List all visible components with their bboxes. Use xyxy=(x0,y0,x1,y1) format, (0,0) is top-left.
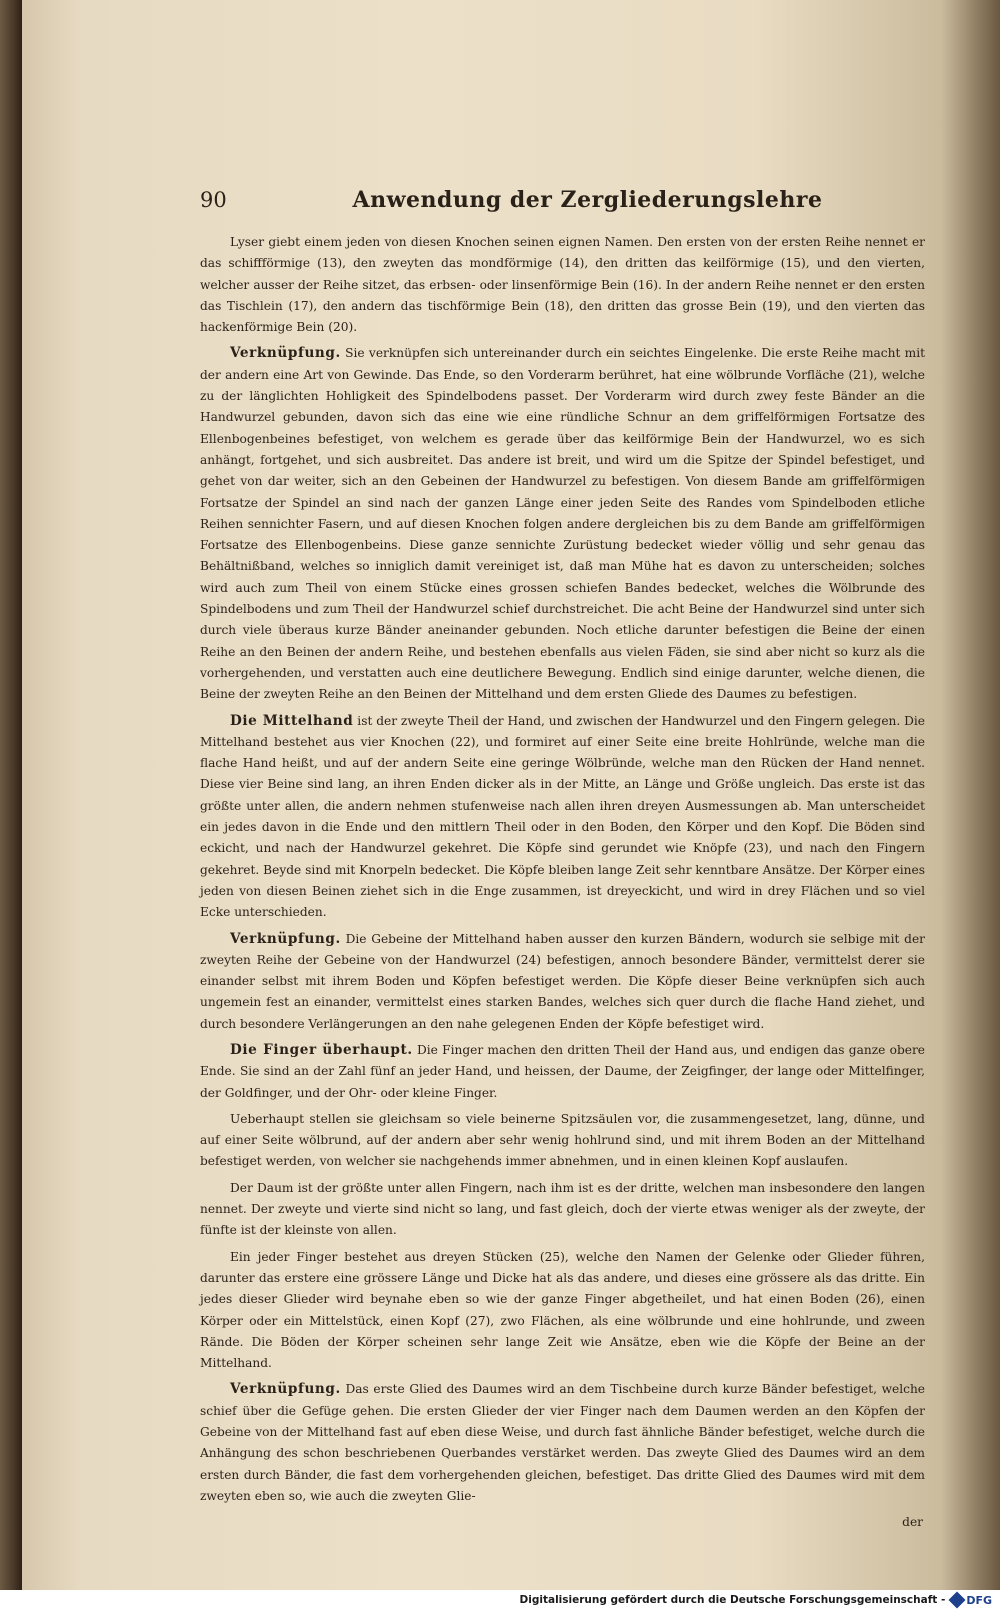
running-title: Anwendung der Zergliederungslehre xyxy=(352,187,823,213)
paragraph-lead: Die Finger überhaupt. xyxy=(230,1041,413,1058)
paragraph xyxy=(200,1109,925,1173)
paragraph-text: Das erste Glied des Daumes wird an dem Tischbeine durch kurze Bänder befestiget, welche schief über die Gefüge gehen. Die ersten Glieder der vier Finger nach dem Daumen werden an den Köpfen der Gebeine von der Mittelhand fast auf eben diese Weise, und durch fast ähnliche Bänder befestiget, welche durch die Anhängung des schon beschriebenen Querbandes verstärket werden. Das zweyte Glied des Daumes wird an dem ersten durch Bänder, die fast dem vorhergehenden gleichen, befestiget. Das dritte Glied des Daumes wird mit dem zweyten eben so, wie auch die zweyten Glie- xyxy=(200,1382,926,1503)
paragraph-text: Ueberhaupt stellen sie gleichsam so viele beinerne Spitzsäulen vor, die zusammengesetzet, lang, dünne, und auf einer Seite wölbrund, auf der andern aber sehr wenig hohlrund sind, und mit ihrem Boden an der Mittelhand befestiget werden, von welcher sie nachgehends immer abnehmen, und in einen kleinen Kopf auslaufen. xyxy=(200,1111,925,1169)
paragraph-text: Sie verknüpfen sich untereinander durch ein seichtes Eingelenke. Die erste Reihe macht mit der andern eine Art von Gewinde. Das Ende, so den Vorderarm berühret, hat eine wölbrunde Vorfläche (21), welche zu der länglichten Hohligkeit des Spindelbodens passet. Der Vorderarm wird durch zwey feste Bänder an die Handwurzel gebunden, davon sich das eine wie eine ründliche Schnur an dem griffelförmigen Fortsatze des Ellenbogenbeines befestiget, von welchem es gerade über das keilförmige Bein der Handwurzel, wo es sich anhängt, fortgehet, und sich ausbreitet. Das andere ist breit, und wird um die Spitze der Spindel befestiget, und gehet von dar weiter, sich an den Gebeinen der Handwurzel zu befestigen. Von diesem Bande am griffelförmigen Fortsatze der Spindel an sind nach der ganzen Länge einer jeden Seite des Randes vom Spindelboden etliche Reihen sennichter Fasern, und auf diesen Knochen folgen andere dergleichen bis zu dem Bande am griffelförmigen Fortsatze des Ellenbogenbeins. Diese ganze sennichte Zurüstung bedecket wieder völlig und sehr genau das Behältnißband, welches so inniglich damit vereiniget ist, daß man Mühe hat es davon zu unterscheiden; solches wird auch zum Theil von einem Stücke eines grossen schiefen Bandes bedecket, welches die Wölbrunde des Spindelbodens und zum Theil der Handwurzel schief durchstreichet. Die acht Beine der Handwurzel sind unter sich durch viele überaus kurze Bänder aneinander gebunden. Noch etliche darunter befestigen die Beine der einen Reihe an den Beinen der andern Reihe, und bestehen ebenfalls aus vielen Fäden, sie sind aber nicht so kurz als die vorhergehenden, und verstatten auch eine deutlichere Bewegung. Endlich sind einige darunter, welche dienen, die Beine der zweyten Reihe an den Beinen der Mittelhand und dem ersten Gliede des Daumes zu befestigen. xyxy=(200,346,925,702)
paragraph-text: ist der zweyte Theil der Hand, und zwischen der Handwurzel und den Fingern gelegen. Die Mittelhand bestehet aus vier Knochen (22), und formiret auf einer Seite eine breite Hohlründe, welche man die flache Hand heißt, und auf der andern Seite eine geringe Wölbründe, welche man den Rücken der Hand nennet. Diese vier Beine sind lang, an ihren Enden dicker als in der Mitte, an Länge und Größe ungleich. Das erste ist das größte unter allen, die andern nehmen stufenweise nach allen ihren dreyen Ausmessungen ab. Man unterscheidet ein jedes davon in die Ende und den mittlern Theil oder in den Boden, den Körper und den Kopf. Die Böden sind eckicht, und nach der Handwurzel gekehret. Die Köpfe sind gerundet wie Knöpfe (23), und nach den Fingern gekehret. Beyde sind mit Knorpeln bedecket. Die Köpfe bleiben lange Zeit sehr kenntbare Ansätze. Der Körper eines jeden von diesen Beinen ziehet sich in die Enge zusammen, ist dreyeckicht, und wird in drey Flächen und so viel Ecke unterschieden. xyxy=(200,713,926,920)
paragraph-lead: Verknüpfung. xyxy=(230,930,341,947)
paragraph-text: Der Daum ist der größte unter allen Fingern, nach ihm ist es der dritte, welchen man insbesondere den langen nennet. Der zweyte und vierte sind nicht so lang, und fast gleich, doch der vierte etwas weniger als der zweyte, der fünfte ist der kleinste von allen. xyxy=(200,1180,925,1238)
paragraph-text: Die Gebeine der Mittelhand haben ausser den kurzen Bändern, wodurch sie selbige mit der zweyten Reihe der Gebeine von der Handwurzel (24) befestigen, annoch besondere Bänder, vermittelst derer sie einander selbst mit ihrem Boden und Köpfen befestiget werden. Die Köpfe dieser Beine verknüpfen sich auch ungemein fest an einander, vermittelst eines starken Bandes, welches sich quer durch die flache Hand ziehet, und durch besondere Verlängerungen an den nahe gelegenen Enden der Köpfe befestiget wird. xyxy=(200,931,926,1031)
book-page xyxy=(22,0,1000,1590)
page-number: 90 xyxy=(200,188,227,212)
paragraph xyxy=(200,343,925,705)
paragraph xyxy=(200,711,925,924)
paragraph-lead: Die Mittelhand xyxy=(230,712,354,729)
digitization-footer xyxy=(0,1590,1000,1610)
book-spine xyxy=(0,0,22,1610)
catchword: der xyxy=(902,1515,923,1530)
page-text-block xyxy=(200,187,926,1534)
dfg-logo[interactable] xyxy=(951,1594,992,1607)
paragraph-lead: Verknüpfung. xyxy=(230,1381,341,1398)
paragraph-lead: Verknüpfung. xyxy=(230,345,341,362)
paragraph xyxy=(200,1247,925,1375)
paragraph xyxy=(200,1379,925,1507)
dfg-diamond-icon xyxy=(949,1592,966,1609)
paragraph xyxy=(200,1040,925,1104)
paragraph-text: Lyser giebt einem jeden von diesen Knochen seinen eignen Namen. Den ersten von der ersten Reihe nennet er das schiffförmige (13), den zweyten das mondförmige (14), den dritten das keilförmige (15), und den vierten, welcher ausser der Reihe sitzet, das erbsen- oder linsenförmige Bein (16). In der andern Reihe nennet er den ersten das Tischlein (17), den andern das tischförmige Bein (18), den dritten das grosse Bein (19), und den vierten das hackenförmige Bein (20). xyxy=(200,235,925,335)
dfg-logo-text: DFG xyxy=(966,1593,992,1607)
paragraph-text: Die Finger machen den dritten Theil der Hand aus, und endigen das ganze obere Ende. Sie sind an der Zahl fünf an jeder Hand, und heissen, der Daume, der Zeigfinger, der lange oder Mittelfinger, der Goldfinger, und der Ohr- oder kleine Finger. xyxy=(200,1042,925,1100)
paragraph xyxy=(200,1178,925,1242)
paragraph xyxy=(200,232,925,338)
paragraph-text: Ein jeder Finger bestehet aus dreyen Stücken (25), welche den Namen der Gelenke oder Glieder führen, darunter das erstere eine grössere Länge und Dicke hat als das andere, und dieses eine grössere als das dritte. Ein jedes dieser Glieder wird beynahe eben so wie der ganze Finger abgetheilet, und hat einen Boden (26), einen Körper oder ein Mittelstück, einen Kopf (27), zwo Flächen, als eine wölbrunde und eine hohlrunde, und zween Rände. Die Böden der Körper scheinen sehr lange Zeit wie Ansätze, eben wie die Köpfe der Beine an der Mittelhand. xyxy=(200,1249,925,1371)
page-header xyxy=(200,187,925,230)
paragraph xyxy=(200,929,925,1035)
footer-credit: Digitalisierung gefördert durch die Deutsche Forschungsgemeinschaft - xyxy=(519,1594,946,1606)
